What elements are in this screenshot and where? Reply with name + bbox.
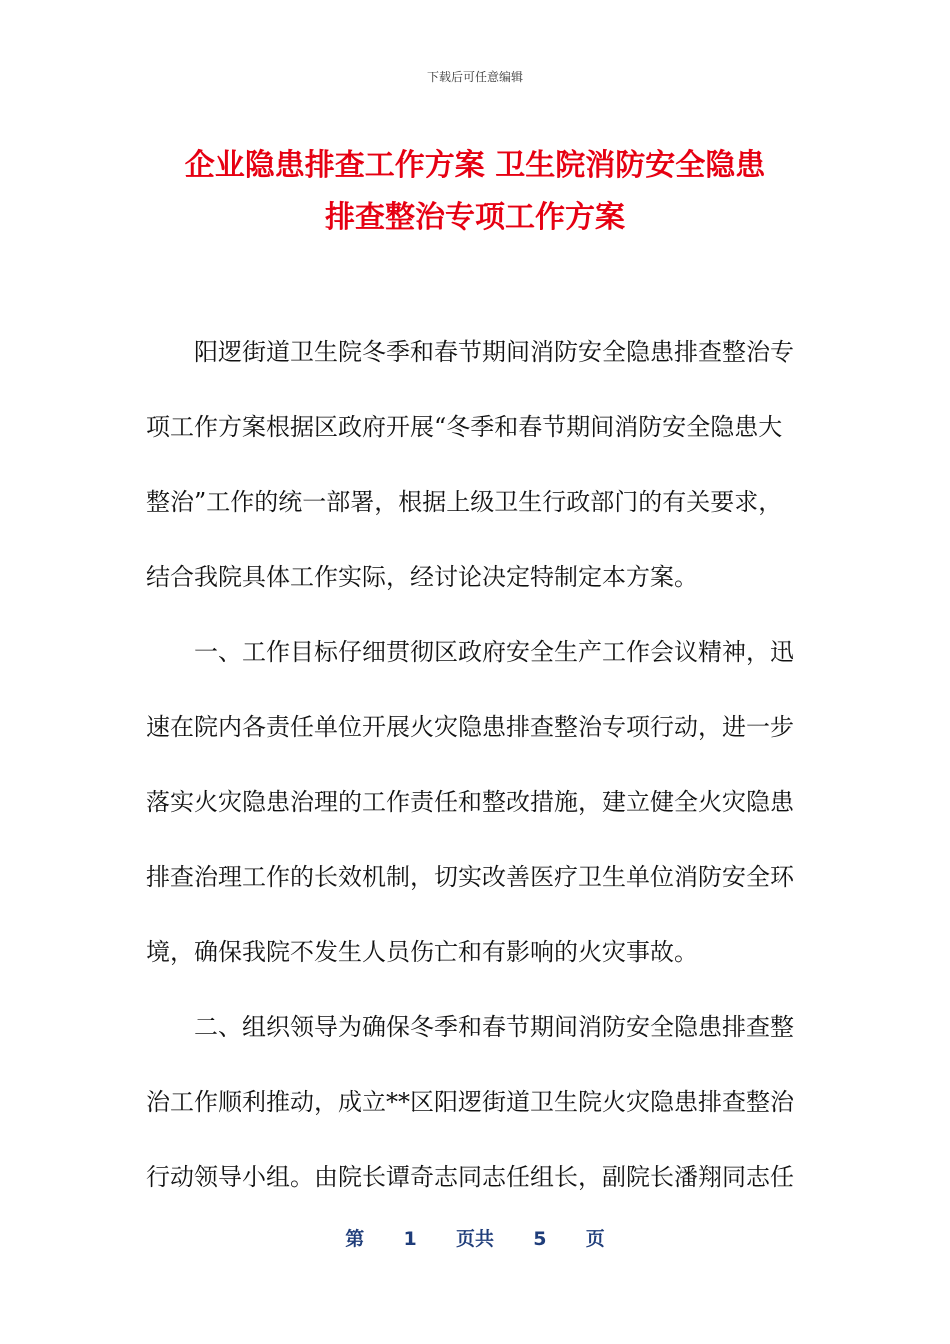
page-prefix: 第 bbox=[345, 1228, 365, 1250]
page-suffix: 页 bbox=[585, 1228, 605, 1250]
paragraph-line: 二、组织领导为确保冬季和春节期间消防安全隐患排查整 bbox=[194, 1013, 794, 1041]
document-title bbox=[120, 140, 830, 244]
paragraph-line: 治工作顺利推动，成立**区阳逻街道卫生院火灾隐患排查整治 bbox=[146, 1088, 794, 1116]
page-middle: 页共 bbox=[455, 1228, 494, 1250]
title-line: 企业隐患排查工作方案 卫生院消防安全隐患 bbox=[184, 148, 766, 183]
header-note: 下载后可任意编辑 bbox=[426, 70, 523, 84]
paragraph-line: 境，确保我院不发生人员伤亡和有影响的火灾事故。 bbox=[146, 938, 698, 966]
paragraph-line: 项工作方案根据区政府开展“冬季和春节期间消防安全隐患大 bbox=[146, 413, 783, 441]
document-body bbox=[146, 315, 806, 1215]
page-footer bbox=[0, 1224, 950, 1251]
page-total: 5 bbox=[533, 1228, 547, 1250]
paragraph-line: 一、工作目标仔细贯彻区政府安全生产工作会议精神，迅 bbox=[194, 638, 794, 666]
paragraph-line: 落实火灾隐患治理的工作责任和整改措施，建立健全火灾隐患 bbox=[146, 788, 794, 816]
page-number: 1 bbox=[403, 1228, 417, 1250]
paragraph-line: 行动领导小组。由院长谭奇志同志任组长，副院长潘翔同志任 bbox=[146, 1163, 794, 1191]
paragraph-line: 结合我院具体工作实际，经讨论决定特制定本方案。 bbox=[146, 563, 698, 591]
paragraph-line: 整治”工作的统一部署，根据上级卫生行政部门的有关要求， bbox=[146, 488, 783, 516]
paragraph-line: 速在院内各责任单位开展火灾隐患排查整治专项行动，进一步 bbox=[146, 713, 794, 741]
title-line: 排查整治专项工作方案 bbox=[325, 200, 625, 235]
paragraph-line: 阳逻街道卫生院冬季和春节期间消防安全隐患排查整治专 bbox=[194, 338, 794, 366]
paragraph-line: 排查治理工作的长效机制，切实改善医疗卫生单位消防安全环 bbox=[146, 863, 794, 891]
